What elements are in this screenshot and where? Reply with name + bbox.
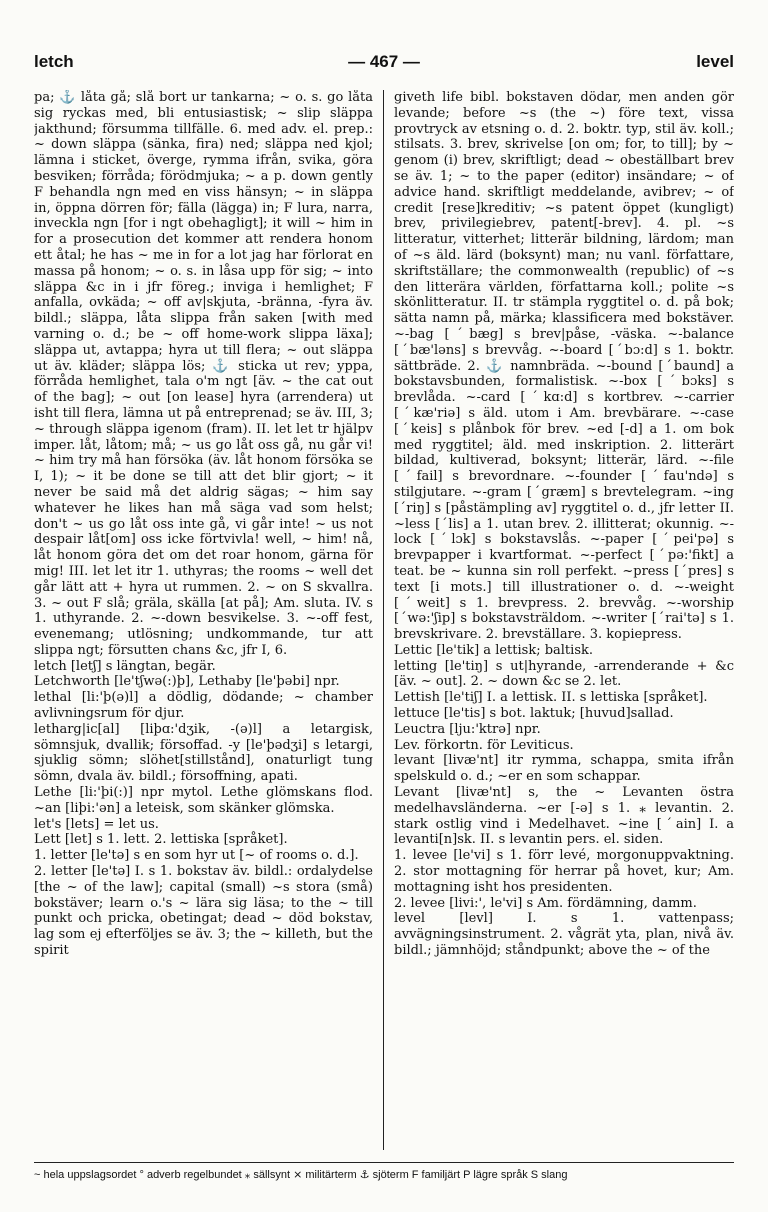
- dictionary-entry: 2. letter [le'tə] I. s 1. bokstav äv. bildl.: ordalydelse [the ~ of the law]; capital (small) ~s stora (små) bokstäver; learn o.'s ~ lära sig läsa; to the ~ till punkt och pricka, obetingat; dead ~ död bokstav, lag som ej efterföljes se äv. 3; the ~ killeth, but the spirit: [34, 864, 373, 959]
- dictionary-entry: 1. levee [le'vi] s 1. förr levé, morgonuppvaktning. 2. stor mottagning för herrar på hovet, kur; Am. mottagning isht hos presidenten.: [394, 848, 734, 895]
- dictionary-entry: 2. levee [livi:', le'vi] s Am. fördämning, damm.: [394, 895, 697, 911]
- dictionary-entry: 1. letter [le'tə] s en som hyr ut [~ of rooms o. d.].: [34, 848, 359, 864]
- dictionary-entry: lethal [li:'þ(ə)l] a dödlig, dödande; ~ chamber avlivningsrum för djur.: [34, 690, 373, 722]
- dictionary-entry: Leuctra [lju:'ktrə] npr.: [394, 721, 541, 737]
- dictionary-entry: pa; ⚓ låta gå; slå bort ur tankarna; ~ o. s. go låta sig ryckas med, bli entusiastisk; ~ slip släppa jakthund; försumma tillfälle. 6. med adv. el. prep.: ~ down släppa (sänka, fira) ned; släppa ned kjol; lämna i sticket, överge, rymma ifrån, svika, göra besviken; förråda; förödmjuka; ~ a p. down gently F behandla ngn med en viss hänsyn; ~ in släppa in, öppna dörren för; fälla (lägga) in; F lura, narra, inveckla ngn [for i ngt obehagligt]; it will ~ him in for a prosecution det kommer att rendera honom ett åtal; he has ~ me in for a lot jag har förlorat en massa på honom; ~ o. s. in låsa upp för sig; ~ into släppa &c in i jfr föreg.; inviga i hemlighet; F anfalla, ovkäda; ~ off av|skjuta, -bränna, -fyra äv. bildl.; släppa, låta slippa från saken [with med varning o. d.; be ~ off home-work slippa läxa]; släppa ut, avtappa; hyra ut till flera; ~ out släppa ut äv. kläder; släppa lös; ⚓ sticka ut rev; yppa, förråda hemlighet, tala o'm ngt [äv. ~ the cat out of the bag]; ~ out [on lease] hyra (arrendera) ut isht till flera, lämna ut på entreprenad; se äv. III, 3; ~ through släppa igenom (fram). II. let let tr hjälpv imper. låt, låtom; må; ~ us go låt oss gå, nu går vi! ~ him try må han försöka (äv. låt honom försöka se I, 1); ~ it be done se till att det blir gjort; ~ it never be said må det aldrig sägas; ~ him say whatever he likes han må säga vad som helst; don't ~ us go låt oss inte gå, vi går inte! ~ us not despair låt[om] oss icke förtvivla! well, ~ him! nå, låt honom göra det om det roar honom, gärna för mig! III. let let itr 1. uthyras; the rooms ~ well det går lätt att + hyra ut rummen. 2. ~ on S skvallra. 3. ~ out F slå; gräla, skälla [at på]; Am. sluta. IV. s 1. uthyrande. 2. ~-down besvikelse. 3. ~-off fest, evenemang; utlösning; undkommande, tur att slippa ngt; försutten chans &c, jfr I, 6.: [34, 90, 373, 658]
- dictionary-entry: let's [lets] = let us.: [34, 816, 159, 832]
- abbreviation-legend: ~ hela uppslagsordet ° adverb regelbundet ⁎ sällsynt ⨯ militärterm ⚓ sjöterm F familjärt P lägre språk S slang: [34, 1162, 734, 1187]
- dictionary-entry: letch [letʃ] s längtan, begär.: [34, 658, 216, 674]
- page-header: [34, 52, 734, 82]
- dictionary-entry: Lethe [li:'þi(:)] npr mytol. Lethe glömskans flod. ~an [liþi:'ən] a leteisk, som skänker glömska.: [34, 785, 373, 816]
- dictionary-entry: Lettish [le'tiʃ] I. a lettisk. II. s lettiska [språket].: [394, 690, 708, 706]
- dictionary-entry: Lettic [le'tik] a lettisk; baltisk.: [394, 642, 593, 658]
- dictionary-entry: level [levl] I. s 1. vattenpass; avvägningsinstrument. 2. vågrät yta, plan, nivå äv. bildl.; jämnhöjd; ståndpunkt; above the ~ of the: [394, 911, 734, 959]
- dictionary-entry: letting [le'tiŋ] s ut|hyrande, -arrenderande + &c [äv. ~ out]. 2. ~ down &c se 2. let.: [394, 658, 734, 690]
- right-column: [384, 90, 734, 1150]
- dictionary-entry: giveth life bibl. bokstaven dödar, men anden gör levande; before ~s (the ~) före text, vissa provtryck av etsning o. d. 2. boktr. typ, stil äv. koll.; stilsats. 3. brev, skrivelse [on om; for, to till]; by ~ genom (i) brev, skriftligt; dead ~ obeställbart brev se äv. 1; ~ to the paper (editor) insändare; ~ of advice hand. skriftligt meddelande, avibrev; ~ of credit [rese]kreditiv; ~s patent öppet (kungligt) brev, privilegiebrev, patent[-brev]. 4. pl. ~s litteratur, vitterhet; litterär bildning, lärdom; man of ~s äld. lärd (boksynt) man; nu vanl. författare, skriftställare; the commonwealth (republic) of ~s den litterära världen, författarna koll.; polite ~s skönlitteratur. II. tr stämpla ryggtitel o. d. på bok; sätta namn på, märka; klassificera med bokstäver. ~-bag [ˊbæg] s brev|påse, -väska. ~-balance [ˊbæ'ləns] s brevvåg. ~-board [ˊbɔ:d] s 1. boktr. sättbräde. 2. ⚓ namnbräda. ~-bound [ˊbaund] a bokstavsbunden, formalistisk. ~-box [ˊbɔks] s brevlåda. ~-card [ˊkɑ:d] s kortbrev. ~-carrier [ˊkæ'riə] s äld. utom i Am. brevbärare. ~-case [ˊkeis] s plånbok för brev. ~ed [-d] a 1. om bok med ryggtitel; äld. med inskription. 2. litterärt bildad, kultiverad, boksynt; litterär, lärd. ~-file [ˊfail] s brevordnare. ~-founder [ˊfau'ndə] s stilgjutare. ~-gram [ˊgræm] s brevtelegram. ~ing [ˊriŋ] s [påstämpling av] ryggtitel o. d., jfr letter II. ~less [ˊlis] a 1. utan brev. 2. illitterat; okunnig. ~-lock [ˊlɔk] s bokstavslås. ~-paper [ˊpei'pə] s brevpapper i kvartformat. ~-perfect [ˊpə:'fikt] a teat. be ~ kunna sin roll perfekt. ~press [ˊpres] s text [i mots.] till illustrationer o. d. ~-weight [ˊweit] s 1. brevpress. 2. brevvåg. ~-worship [ˊwə:'ʃip] s bokstavsträldom. ~-writer [ˊrai'tə] s 1. brevskrivare. 2. brevställare. 3. kopiepress.: [394, 90, 734, 643]
- columns: [34, 90, 734, 1150]
- dictionary-entry: letharg|ic[al] [liþɑ:'dʒik, -(ə)l] a letargisk, sömnsjuk, dvallik; försoffad. -y [le'þədʒi] s letargi, sjuklig sömn; slöhet[stillstånd], onaturligt tung sömn, dvala äv. bildl.; försoffning, apati.: [34, 721, 373, 785]
- dictionary-entry: levant [livæ'nt] itr rymma, schappa, smita ifrån spelskuld o. d.; ~er en som schappar.: [394, 753, 734, 785]
- dictionary-entry: Lett [let] s 1. lett. 2. lettiska [språket].: [34, 832, 288, 848]
- dictionary-entry: Lev. förkortn. för Leviticus.: [394, 737, 574, 753]
- header-guide-word-right: level: [696, 52, 734, 71]
- dictionary-entry: Levant [livæ'nt] s, the ~ Levanten östra medelhavsländerna. ~er [-ə] s 1. ⁎ levantin. 2. stark ostlig vind i Medelhavet. ~ine [ˊain] I. a levanti[n]sk. II. s levantin pers. el. siden.: [394, 785, 734, 848]
- dictionary-entry: lettuce [le'tis] s bot. laktuk; [huvud]sallad.: [394, 706, 674, 722]
- dictionary-entry: Letchworth [le'tʃwə(:)þ], Lethaby [le'þəbi] npr.: [34, 674, 340, 690]
- left-column: [34, 90, 384, 1150]
- header-guide-word-left: letch: [34, 52, 74, 71]
- page-number: — 467 —: [348, 52, 420, 71]
